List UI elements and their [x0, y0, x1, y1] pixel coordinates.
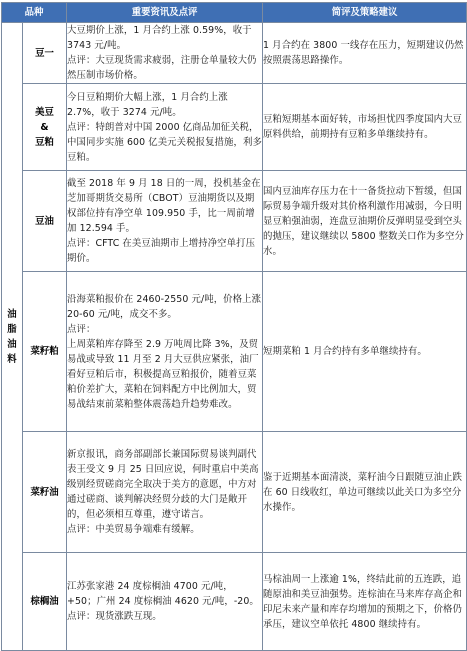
table-row — [2, 432, 467, 553]
commodity-table — [1, 2, 467, 651]
variety-cell — [23, 432, 67, 553]
news-text: 大豆期价上涨，1 月合约上涨 0.59%，收于 3743 元/吨。 — [67, 25, 252, 51]
table-row — [2, 272, 467, 432]
news-comment: 上周菜粕库存降至 2.9 万吨周比降 3%，及贸易战或导致 11 月至 2 月大豆供应紧张，油厂看好豆粕后市，积极提高豆粕报价，随着豆菜粕价差扩大，菜粕在饲料配方中比例加大，贸易战结束前菜粕整体震荡趋升趋势难改。 — [67, 338, 259, 410]
variety-cell — [23, 84, 67, 171]
variety-label: 豆一 — [35, 47, 54, 59]
news-comment: 点评：CFTC 在美豆油期市上增持净空单打压期价。 — [67, 238, 256, 264]
variety-label: 美豆 — [35, 106, 54, 118]
news-text: 今日豆粕期价大幅上涨，1 月合约上涨 2.7%，收于 3274 元/吨。 — [67, 91, 228, 118]
strategy-cell — [263, 171, 467, 272]
variety-label: 棕榈油 — [30, 596, 59, 607]
header-variety: 品种 — [2, 3, 67, 23]
news-comment: 点评：特朗普对中国 2000 亿商品加征关税，中国同步实施 600 亿美元关税报复措施，利多豆粕。 — [67, 121, 262, 163]
header-strategy: 简评及策略建议 — [263, 3, 467, 23]
news-cell — [67, 553, 263, 651]
news-comment-label: 点评： — [67, 323, 96, 335]
sector-cell — [2, 23, 23, 651]
strategy-cell — [263, 272, 467, 432]
variety-label: 豆粕 — [35, 136, 54, 148]
variety-label-amp: & — [40, 121, 49, 133]
table-row — [2, 171, 467, 272]
strategy-text: 1 月合约在 3800 一线存在压力，短期建议仍然按照震荡思路操作。 — [263, 40, 464, 66]
news-comment: 点评：中美贸易争端难有缓解。 — [67, 524, 200, 535]
variety-label: 菜籽粕 — [30, 346, 59, 357]
strategy-cell — [263, 553, 467, 651]
variety-label: 豆油 — [35, 215, 54, 227]
news-text: 沿海菜粕报价在 2460-2550 元/吨，价格上涨 20-60 元/吨，成交不多。 — [67, 293, 262, 320]
strategy-text: 马棕油周一上涨逾 1%，终结此前的五连跌，追随原油和美豆油强势。连棕油在马来库存高企和印尼未来产量和库存均增加的预期之下，价格仍承压，建议空单依托 4800 继续持有。 — [263, 573, 462, 630]
header-news: 重要资讯及点评 — [67, 3, 263, 23]
table-row — [2, 23, 467, 84]
news-cell — [67, 23, 263, 84]
news-cell — [67, 432, 263, 553]
table-header-row — [2, 3, 467, 23]
news-cell — [67, 272, 263, 432]
news-cell — [67, 171, 263, 272]
news-text: 截至 2018 年 9 月 18 日的一周，投机基金在芝加哥期货交易所（CBOT）豆油期货以及期权部位持有净空单 109.950 手，比一周前增加 12.594 手。 — [67, 178, 261, 234]
table-row — [2, 84, 467, 171]
strategy-text: 鉴于近期基本面清淡，菜籽油今日跟随豆油止跌在 60 日线收红，单边可继续以此关口为多空分水操作。 — [263, 471, 462, 513]
variety-cell — [23, 23, 67, 84]
strategy-text: 国内豆油库存压力在十一备货拉动下暂缓，但国际贸易争端升级对其价格利激作用减弱，今日明显豆粕强油弱，连盘豆油期价反弹明显受到空头的抛压，建议继续以 5800 整数关口作为多空分水。 — [263, 185, 464, 257]
variety-cell — [23, 171, 67, 272]
strategy-cell — [263, 432, 467, 553]
variety-cell — [23, 272, 67, 432]
variety-cell — [23, 553, 67, 651]
strategy-text: 豆粕短期基本面好转，市场担忧四季度国内大豆原料供给，前期持有豆粕多单继续持有。 — [263, 114, 462, 140]
news-cell — [67, 84, 263, 171]
variety-label: 菜籽油 — [30, 486, 59, 498]
strategy-cell — [263, 23, 467, 84]
news-comment: 点评：大豆现货需求疲弱，注册仓单量较大仍然压制市场价格。 — [67, 55, 257, 81]
news-comment: 点评：现货涨跌互现。 — [67, 611, 162, 622]
strategy-cell — [263, 84, 467, 171]
sector-label: 油脂油料 — [7, 308, 17, 365]
strategy-text: 短期菜粕 1 月合约持有多单继续持有。 — [263, 346, 427, 357]
news-text: 新京报讯，商务部副部长兼国际贸易谈判副代表王受文 9 月 25 日回应说，何时重启中美高级别经贸磋商完全取决于美方的意愿，中方对通过磋商、谈判解决经贸分歧的大门是敞开的，但必须相互尊重，遵守诺言。 — [67, 449, 259, 520]
table-row — [2, 553, 467, 651]
news-text: 江苏张家港 24 度棕榈油 4700 元/吨，+50；广州 24 度棕榈油 4620 元/吨，-20。 — [67, 581, 259, 607]
